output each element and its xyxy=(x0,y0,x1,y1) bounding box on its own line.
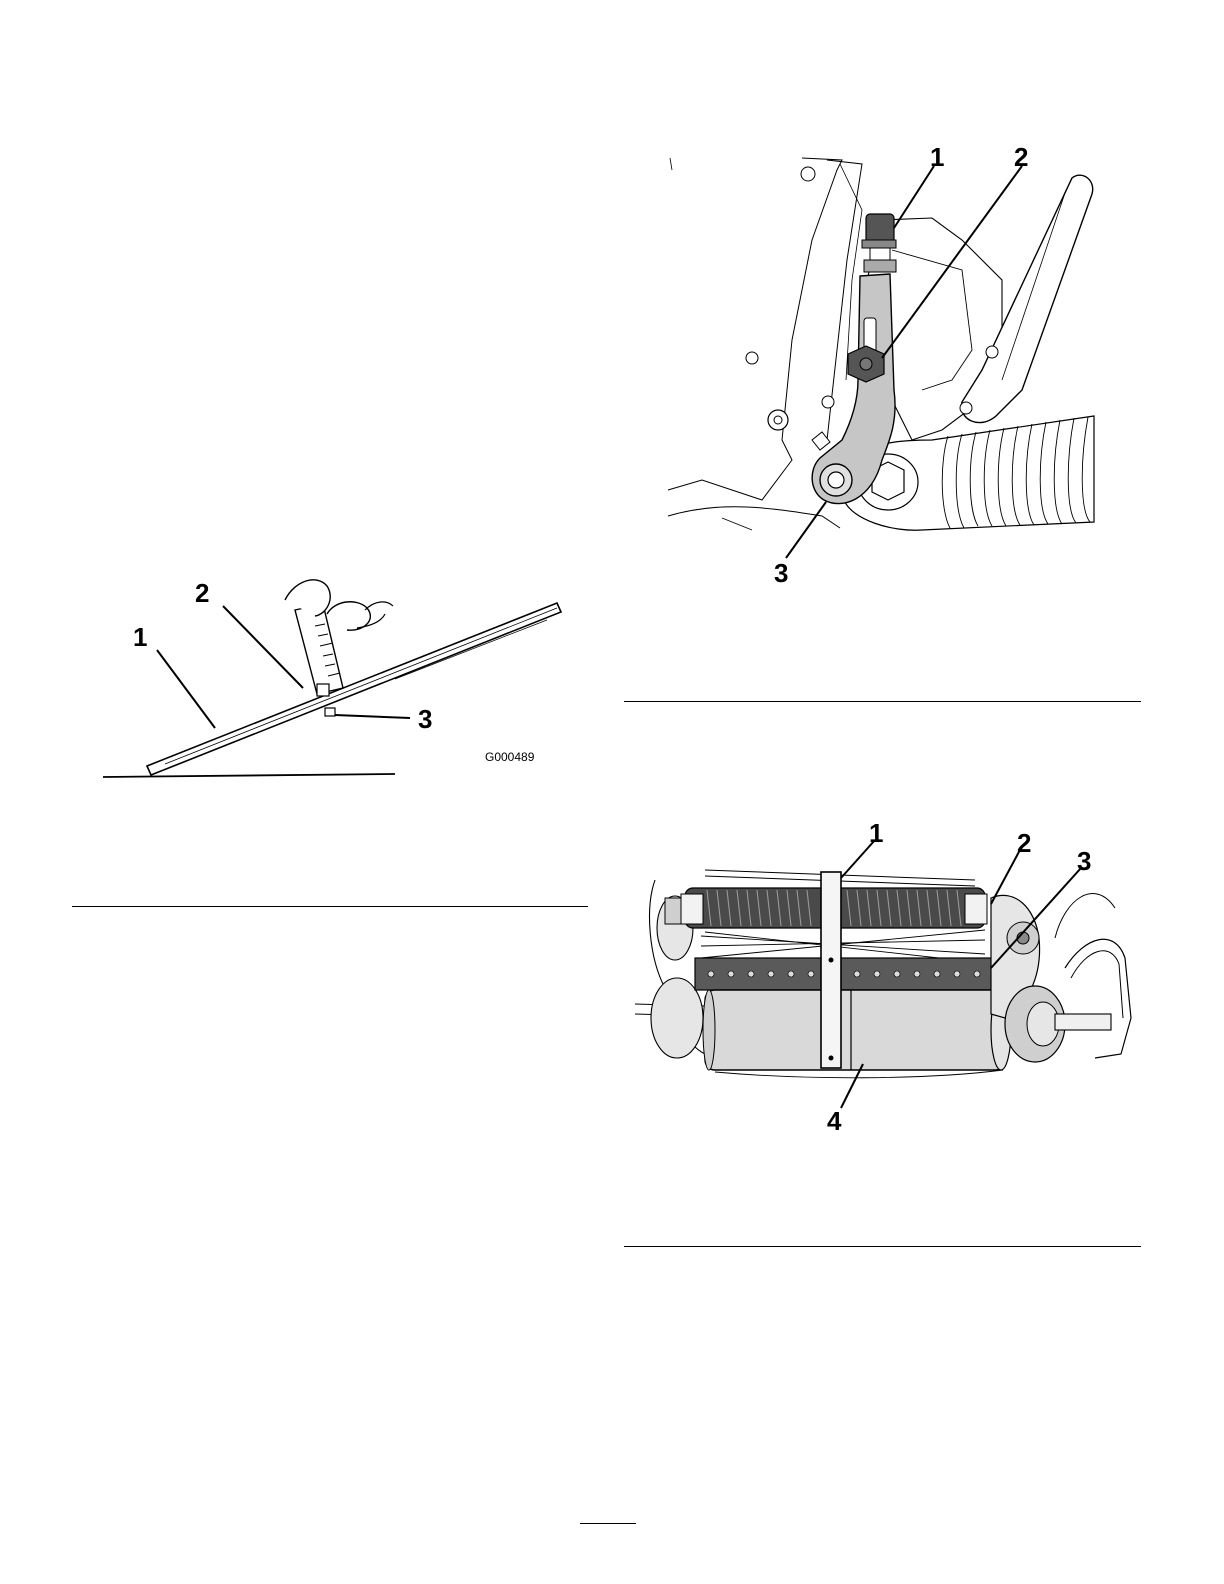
figure-reel-bar xyxy=(625,818,1145,1136)
measuring-bar xyxy=(821,872,841,1068)
callout-4: 4 xyxy=(827,1106,842,1136)
adjustment-bolt xyxy=(862,214,896,272)
figure-code: G000489 xyxy=(485,750,535,764)
callout-1: 1 xyxy=(133,622,148,652)
right-end-assembly xyxy=(991,894,1131,1062)
callout-3: 3 xyxy=(418,704,433,734)
bedknife-bar xyxy=(695,958,995,990)
callout-2: 2 xyxy=(1017,828,1032,858)
callout-2: 2 xyxy=(1014,142,1029,172)
callout-1: 1 xyxy=(869,818,884,848)
figure-divider xyxy=(624,1246,1141,1247)
figure-height-arm xyxy=(662,140,1102,590)
figure-divider xyxy=(72,906,588,907)
callout-3: 3 xyxy=(1077,846,1092,876)
lock-nut xyxy=(848,346,884,382)
callout-3: 3 xyxy=(774,558,789,588)
callout-2: 2 xyxy=(195,578,210,608)
figure-divider xyxy=(624,701,1141,702)
rear-roller xyxy=(703,990,1011,1078)
figure-bedknife-measure xyxy=(95,570,575,785)
height-arm-illustration xyxy=(662,140,1102,590)
page-number-rule xyxy=(580,1523,636,1524)
callout-1: 1 xyxy=(930,142,945,172)
reel-bar-illustration xyxy=(625,818,1145,1128)
